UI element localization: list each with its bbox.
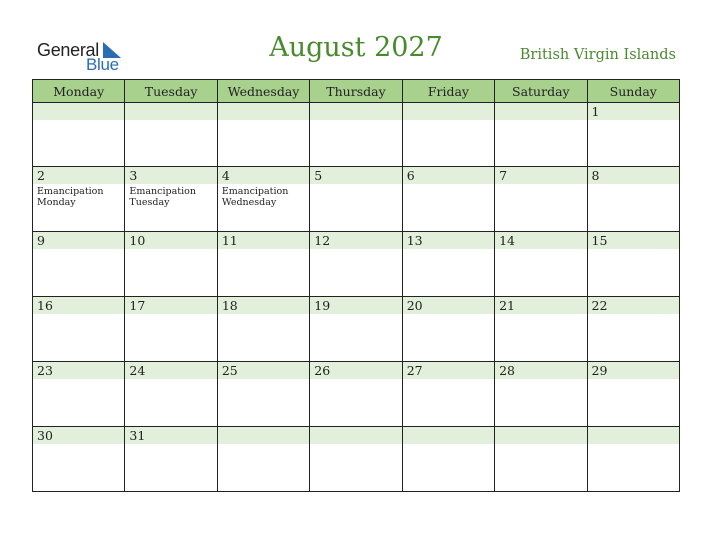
day-number: [588, 427, 679, 444]
day-number: 2: [33, 167, 124, 184]
day-number: 20: [403, 297, 494, 314]
calendar-day-cell: [33, 362, 125, 427]
weekday-header: Saturday: [495, 80, 587, 103]
day-number: 12: [310, 232, 401, 249]
holiday-label: Emancipation Tuesday: [129, 186, 196, 208]
calendar-day-cell: [217, 167, 309, 232]
day-number: 6: [403, 167, 494, 184]
calendar-day-cell: [125, 427, 217, 492]
calendar-day-cell: [33, 103, 125, 167]
calendar-day-cell: [125, 103, 217, 167]
calendar-day-cell: [587, 103, 679, 167]
calendar-day-cell: [125, 297, 217, 362]
calendar-grid: [32, 79, 680, 492]
day-number: [403, 103, 494, 120]
page-title: August 2027: [269, 32, 443, 63]
day-number: 5: [310, 167, 401, 184]
calendar-day-cell: [125, 362, 217, 427]
calendar-day-cell: [33, 167, 125, 232]
calendar-day-cell: [217, 362, 309, 427]
calendar-day-cell: [125, 167, 217, 232]
logo-text-general: General: [37, 40, 99, 60]
day-number: [403, 427, 494, 444]
day-number: [33, 103, 124, 120]
day-number: 16: [33, 297, 124, 314]
day-number: 26: [310, 362, 401, 379]
calendar-day-cell: [587, 362, 679, 427]
day-number: [218, 103, 309, 120]
day-number: [495, 427, 586, 444]
holiday-label: Emancipation Monday: [37, 186, 104, 208]
day-number: [310, 103, 401, 120]
day-number: 15: [588, 232, 679, 249]
calendar-week-row: [33, 297, 680, 362]
day-number: [310, 427, 401, 444]
day-number: [495, 103, 586, 120]
calendar-day-cell: [495, 103, 587, 167]
day-number: 31: [125, 427, 216, 444]
calendar-day-cell: [587, 427, 679, 492]
calendar-week-row: [33, 362, 680, 427]
day-number: 13: [403, 232, 494, 249]
calendar-day-cell: [310, 167, 402, 232]
region-label: British Virgin Islands: [519, 47, 676, 63]
holiday-label: Emancipation Wednesday: [221, 186, 289, 208]
calendar-week-row: [33, 232, 680, 297]
calendar-day-cell: [495, 362, 587, 427]
calendar-day-cell: [310, 103, 402, 167]
day-number: 14: [495, 232, 586, 249]
day-number: 21: [495, 297, 586, 314]
day-number: 17: [125, 297, 216, 314]
calendar-day-cell: [495, 167, 587, 232]
day-number: [125, 103, 216, 120]
day-number: 11: [218, 232, 309, 249]
calendar-week-row: [33, 427, 680, 492]
calendar-day-cell: [587, 297, 679, 362]
calendar-day-cell: [402, 103, 494, 167]
calendar-day-cell: [402, 167, 494, 232]
calendar-day-cell: [217, 427, 309, 492]
calendar-day-cell: [495, 232, 587, 297]
calendar-day-cell: [217, 103, 309, 167]
calendar-day-cell: [33, 427, 125, 492]
calendar-day-cell: [310, 297, 402, 362]
day-number: 10: [125, 232, 216, 249]
weekday-header: Friday: [402, 80, 494, 103]
calendar-day-cell: [125, 232, 217, 297]
day-number: [218, 427, 309, 444]
calendar-day-cell: [402, 362, 494, 427]
calendar-day-cell: [402, 232, 494, 297]
day-number: 22: [588, 297, 679, 314]
day-number: 3: [125, 167, 216, 184]
weekday-header: Tuesday: [125, 80, 217, 103]
calendar-day-cell: [402, 297, 494, 362]
weekday-header: Sunday: [587, 80, 679, 103]
day-number: 24: [125, 362, 216, 379]
day-number: 9: [33, 232, 124, 249]
calendar-day-cell: [402, 427, 494, 492]
weekday-header: Thursday: [310, 80, 402, 103]
calendar-week-row: [33, 103, 680, 167]
day-number: 7: [495, 167, 586, 184]
day-number: 23: [33, 362, 124, 379]
day-number: 30: [33, 427, 124, 444]
calendar-day-cell: [217, 297, 309, 362]
logo-text-blue: Blue: [86, 55, 119, 74]
calendar-day-cell: [33, 232, 125, 297]
weekday-header: Wednesday: [217, 80, 309, 103]
calendar-day-cell: [495, 427, 587, 492]
day-number: 8: [588, 167, 679, 184]
calendar-day-cell: [33, 297, 125, 362]
weekday-header: Monday: [33, 80, 125, 103]
calendar-day-cell: [310, 362, 402, 427]
day-number: 18: [218, 297, 309, 314]
calendar-day-cell: [495, 297, 587, 362]
calendar-day-cell: [587, 167, 679, 232]
calendar-day-cell: [217, 232, 309, 297]
day-number: 27: [403, 362, 494, 379]
day-number: 19: [310, 297, 401, 314]
weekday-header-row: [33, 80, 680, 103]
day-number: 28: [495, 362, 586, 379]
calendar-day-cell: [587, 232, 679, 297]
calendar-day-cell: [310, 232, 402, 297]
day-number: 1: [588, 103, 679, 120]
day-number: 29: [588, 362, 679, 379]
day-number: 4: [218, 167, 309, 184]
day-number: 25: [218, 362, 309, 379]
calendar-day-cell: [310, 427, 402, 492]
calendar-week-row: [33, 167, 680, 232]
